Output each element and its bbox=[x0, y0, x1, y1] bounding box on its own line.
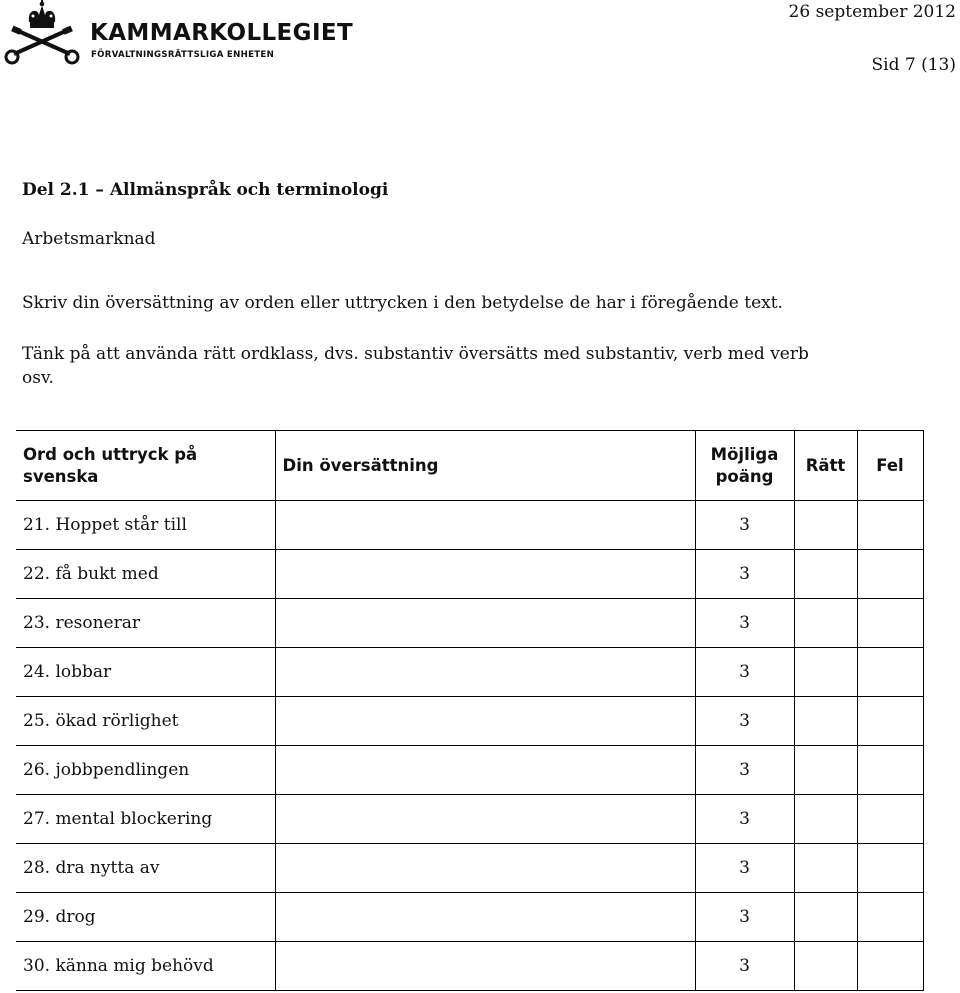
table-row bbox=[16, 844, 923, 893]
translation-input-cell[interactable] bbox=[275, 697, 695, 746]
table-row bbox=[16, 942, 923, 991]
table-body bbox=[16, 501, 923, 991]
crown-keys-icon bbox=[2, 0, 88, 66]
header-term: Ord och uttryck på svenska bbox=[16, 431, 275, 501]
translation-input-cell[interactable] bbox=[275, 942, 695, 991]
wrong-cell bbox=[857, 746, 923, 795]
points-cell: 3 bbox=[695, 795, 794, 844]
points-cell: 3 bbox=[695, 844, 794, 893]
translation-input-cell[interactable] bbox=[275, 893, 695, 942]
wrong-cell bbox=[857, 501, 923, 550]
term-cell: 29. drog bbox=[16, 893, 275, 942]
correct-cell bbox=[794, 746, 857, 795]
term-cell: 21. Hoppet står till bbox=[16, 501, 275, 550]
term-cell: 28. dra nytta av bbox=[16, 844, 275, 893]
wrong-cell bbox=[857, 648, 923, 697]
wrong-cell bbox=[857, 942, 923, 991]
term-cell: 24. lobbar bbox=[16, 648, 275, 697]
correct-cell bbox=[794, 844, 857, 893]
page-number: Sid 7 (13) bbox=[871, 55, 956, 75]
table-row bbox=[16, 893, 923, 942]
section-subheading: Arbetsmarknad bbox=[22, 229, 156, 249]
table-row bbox=[16, 599, 923, 648]
correct-cell bbox=[794, 648, 857, 697]
translation-input-cell[interactable] bbox=[275, 550, 695, 599]
correct-cell bbox=[794, 599, 857, 648]
points-cell: 3 bbox=[695, 599, 794, 648]
term-cell: 26. jobbpendlingen bbox=[16, 746, 275, 795]
table-row bbox=[16, 550, 923, 599]
wrong-cell bbox=[857, 599, 923, 648]
wrong-cell bbox=[857, 795, 923, 844]
points-cell: 3 bbox=[695, 697, 794, 746]
points-cell: 3 bbox=[695, 893, 794, 942]
translation-input-cell[interactable] bbox=[275, 844, 695, 893]
translation-input-cell[interactable] bbox=[275, 648, 695, 697]
correct-cell bbox=[794, 697, 857, 746]
header-correct: Rätt bbox=[794, 431, 857, 501]
wrong-cell bbox=[857, 697, 923, 746]
instruction-1: Skriv din översättning av orden eller uttrycken i den betydelse de har i föregående text. bbox=[22, 293, 783, 313]
points-cell: 3 bbox=[695, 501, 794, 550]
section-heading: Del 2.1 – Allmänspråk och terminologi bbox=[22, 180, 389, 200]
points-cell: 3 bbox=[695, 746, 794, 795]
term-cell: 23. resonerar bbox=[16, 599, 275, 648]
correct-cell bbox=[794, 550, 857, 599]
term-cell: 25. ökad rörlighet bbox=[16, 697, 275, 746]
document-date: 26 september 2012 bbox=[788, 2, 956, 22]
correct-cell bbox=[794, 893, 857, 942]
points-cell: 3 bbox=[695, 942, 794, 991]
table-header-row bbox=[16, 431, 923, 501]
kammarkollegiet-logo bbox=[2, 0, 354, 66]
translation-input-cell[interactable] bbox=[275, 501, 695, 550]
table-row bbox=[16, 795, 923, 844]
wrong-cell bbox=[857, 893, 923, 942]
correct-cell bbox=[794, 942, 857, 991]
translation-input-cell[interactable] bbox=[275, 795, 695, 844]
table-row bbox=[16, 501, 923, 550]
correct-cell bbox=[794, 501, 857, 550]
table-row bbox=[16, 697, 923, 746]
term-cell: 30. känna mig behövd bbox=[16, 942, 275, 991]
translation-input-cell[interactable] bbox=[275, 599, 695, 648]
points-cell: 3 bbox=[695, 648, 794, 697]
translation-input-cell[interactable] bbox=[275, 746, 695, 795]
instruction-2: Tänk på att använda rätt ordklass, dvs. substantiv översätts med substantiv, verb med verb osv. bbox=[22, 344, 809, 388]
wrong-cell bbox=[857, 550, 923, 599]
wrong-cell bbox=[857, 844, 923, 893]
translation-table bbox=[16, 430, 924, 991]
logo-subtitle: FÖRVALTNINGSRÄTTSLIGA ENHETEN bbox=[91, 50, 275, 60]
table-row bbox=[16, 746, 923, 795]
points-cell: 3 bbox=[695, 550, 794, 599]
term-cell: 27. mental blockering bbox=[16, 795, 275, 844]
header-points: Möjliga poäng bbox=[695, 431, 794, 501]
correct-cell bbox=[794, 795, 857, 844]
header-translation: Din översättning bbox=[275, 431, 695, 501]
term-cell: 22. få bukt med bbox=[16, 550, 275, 599]
logo-name: KAMMARKOLLEGIET bbox=[90, 20, 354, 46]
table-row bbox=[16, 648, 923, 697]
header-wrong: Fel bbox=[857, 431, 923, 501]
